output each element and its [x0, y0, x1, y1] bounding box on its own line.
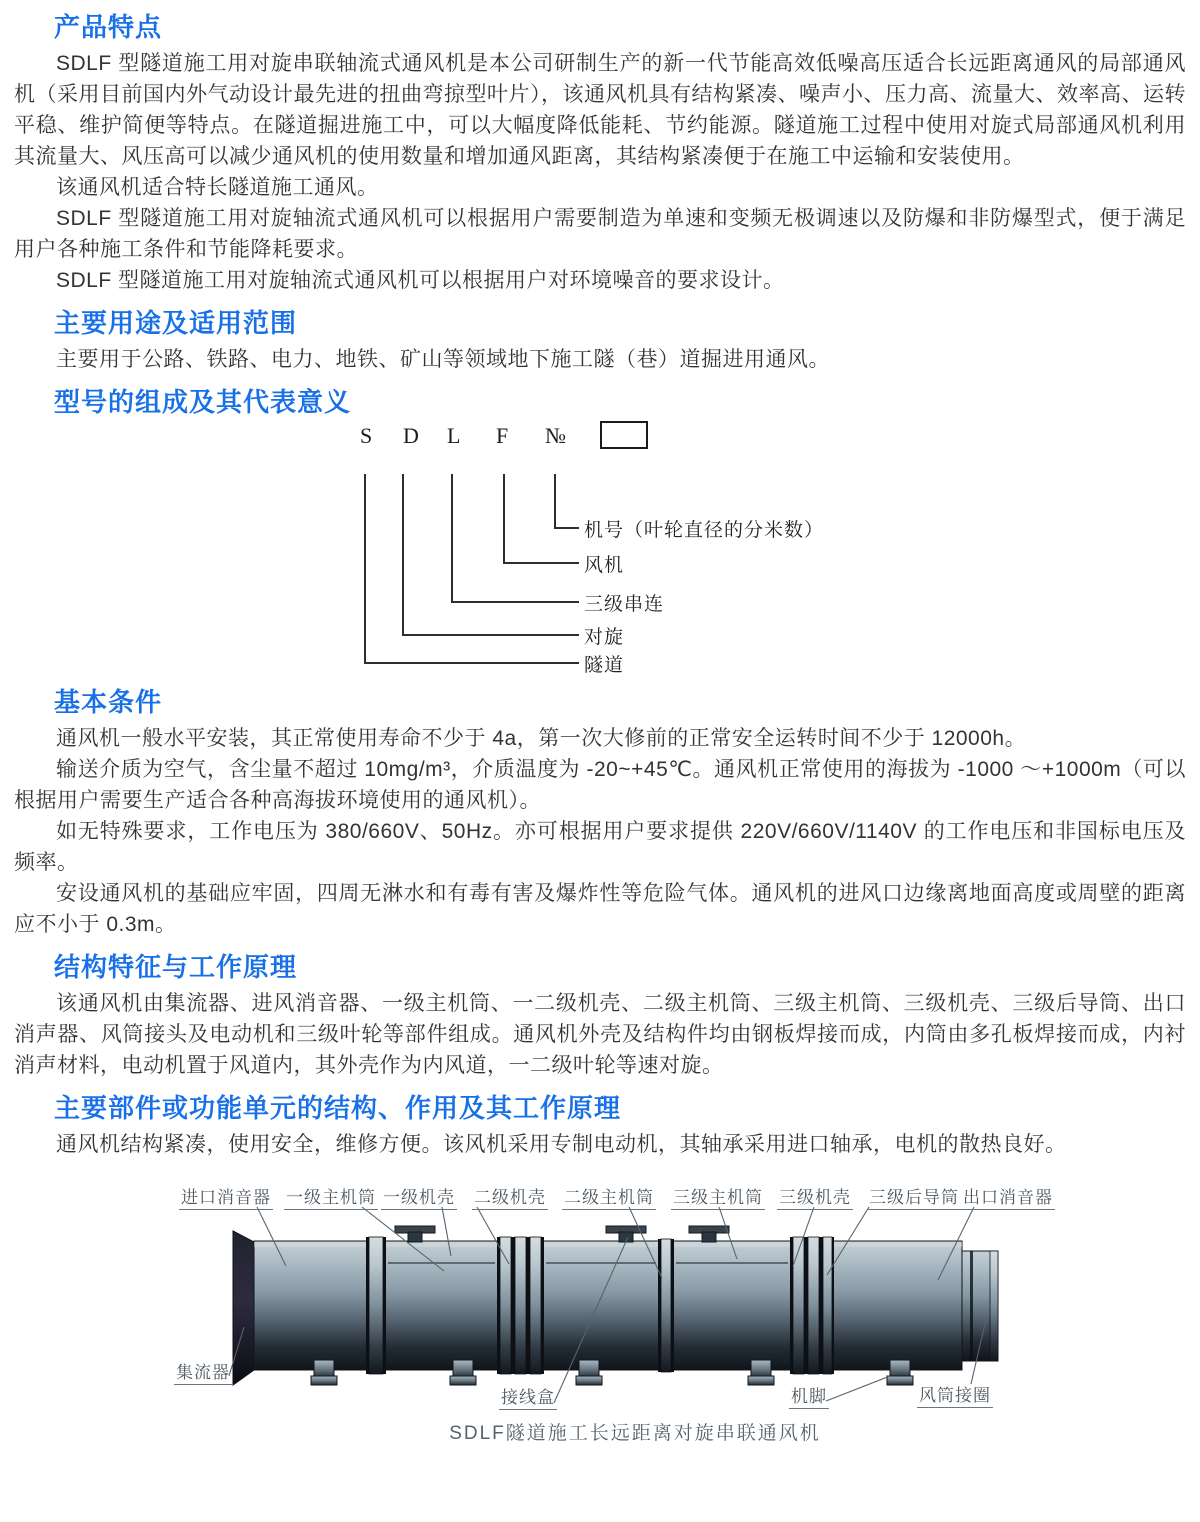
part-label-duct-collar: 风筒接圈 [917, 1381, 993, 1408]
structure-paragraph: 该通风机由集流器、进风消音器、一级主机筒、一二级机壳、二级主机筒、三级主机筒、三级机壳、三级后导筒、出口消声器、风筒接头及电动机和三级叶轮等部件组成。通风机外壳及结构件均由钢板焊接而成，内筒由多孔板焊接而成，内衬消声材料，电动机置于风道内，其外壳作为内风道，一二级叶轮等速对旋。 [14, 992, 1186, 1077]
features-paragraph: 该通风机适合特长隧道施工通风。 [56, 176, 379, 199]
components-paragraph: 通风机结构紧凑，使用安全，维修方便。该风机采用专制电动机，其轴承采用进口轴承，电机的散热良好。 [56, 1133, 1067, 1156]
model-number-box [600, 421, 648, 449]
part-label-stage3-barrel: 三级主机筒 [671, 1183, 765, 1210]
figure-caption: SDLF隧道施工长远距离对旋串联通风机 [449, 1423, 821, 1444]
part-label-stage3-guide: 三级后导筒 [867, 1183, 961, 1210]
model-code-diagram [14, 423, 1186, 675]
model-letter-l: L [447, 423, 461, 448]
part-label-stage1-barrel: 一级主机筒 [284, 1183, 378, 1210]
section-heading-model: 型号的组成及其代表意义 [54, 387, 352, 417]
model-meaning-series: 三级串连 [584, 594, 665, 615]
part-label-stage3-casing: 三级机壳 [777, 1183, 853, 1210]
part-label-junction-box: 接线盒 [499, 1383, 557, 1410]
model-letter-f: F [496, 423, 509, 448]
model-meaning-tunnel: 隧道 [584, 655, 625, 676]
section-heading-components: 主要部件或功能单元的结构、作用及其工作原理 [54, 1093, 622, 1123]
conditions-paragraph: 如无特殊要求，工作电压为 380/660V、50Hz。亦可根据用户要求提供 220V/660V/1140V 的工作电压和非国标电压及频率。 [14, 820, 1186, 874]
document-page [0, 12, 1200, 1474]
section-heading-structure: 结构特征与工作原理 [54, 952, 298, 982]
part-label-stage2-casing: 二级机壳 [472, 1183, 548, 1210]
section-heading-features: 产品特点 [54, 12, 163, 42]
model-meaning-number: 机号（叶轮直径的分米数） [584, 520, 825, 541]
conditions-paragraph: 通风机一般水平安装，其正常使用寿命不少于 4a，第一次大修前的正常安全运转时间不少于 12000h。 [56, 727, 1027, 750]
part-label-stage2-barrel: 二级主机筒 [562, 1183, 656, 1210]
conditions-paragraph: 安设通风机的基础应牢固，四周无淋水和有毒有害及爆炸性等危险气体。通风机的进风口边缘离地面高度或周壁的距离应不小于 0.3m。 [14, 882, 1186, 936]
model-letter-d: D [403, 423, 419, 448]
model-letter-no: № [545, 423, 566, 448]
model-letter-s: S [360, 423, 373, 448]
section-heading-usage: 主要用途及适用范围 [54, 308, 298, 338]
part-label-inlet-silencer: 进口消音器 [179, 1183, 273, 1210]
junction-boxes [395, 1226, 729, 1242]
part-label-stage1-casing: 一级机壳 [381, 1183, 457, 1210]
section-heading-conditions: 基本条件 [54, 687, 163, 717]
features-paragraph: SDLF 型隧道施工用对旋轴流式通风机可以根据用户需要制造为单速和变频无极调速以及防爆和非防爆型式，便于满足用户各种施工条件和节能降耗要求。 [14, 207, 1186, 261]
features-paragraph: SDLF 型隧道施工用对旋串联轴流式通风机是本公司研制生产的新一代节能高效低噪高压适合长远距离通风的局部通风机（采用目前国内外气动设计最先进的扭曲弯掠型叶片），该通风机具有结构紧凑、噪声小、压力高、流量大、效率高、运转平稳、维护简便等特点。在隧道掘进施工中，可以大幅度降低能耗、节约能源。隧道施工过程中使用对旋式局部通风机利用其流量大、风压高可以减少通风机的使用数量和增加通风距离，其结构紧凑便于在施工中运输和安装使用。 [14, 52, 1186, 168]
bell-mouth-shape [233, 1231, 254, 1385]
usage-paragraph: 主要用于公路、铁路、电力、地铁、矿山等领域地下施工隧（巷）道掘进用通风。 [56, 348, 830, 371]
conditions-paragraph: 输送介质为空气，含尘量不超过 10mg/m³，介质温度为 -20~+45℃。通风机正常使用的海拔为 -1000 ～+1000m（可以根据用户需要生产适合各种高海拔环境使用的通风机）。 [14, 758, 1186, 812]
model-meaning-fan: 风机 [584, 555, 625, 576]
features-paragraph: SDLF 型隧道施工用对旋轴流式通风机可以根据用户对环境噪音的要求设计。 [56, 269, 785, 292]
part-label-machine-foot: 机脚 [789, 1382, 829, 1409]
fan-body-shape [254, 1241, 962, 1370]
model-connector-line [554, 474, 579, 529]
part-label-outlet-silencer: 出口消音器 [961, 1183, 1055, 1210]
fan-technical-figure [14, 1174, 1186, 1474]
part-label-collector: 集流器 [174, 1358, 232, 1385]
model-meaning-counter: 对旋 [584, 627, 625, 648]
